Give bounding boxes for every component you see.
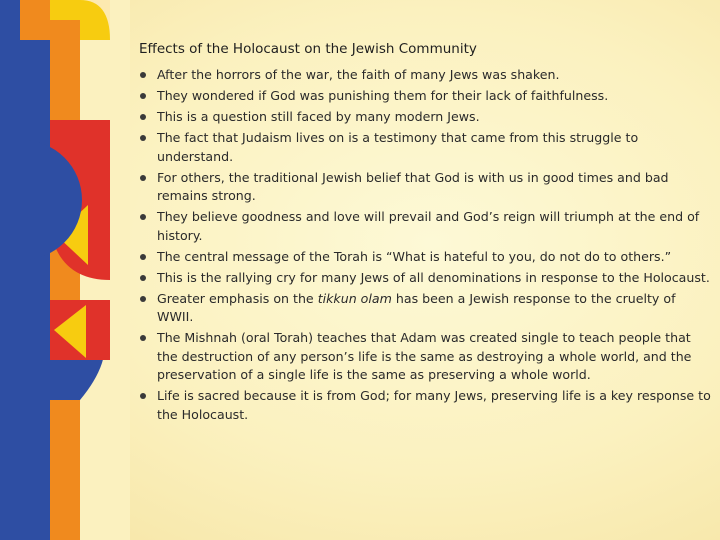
bullet-item (139, 66, 714, 85)
bullet-text: The central message of the Torah is “What is hateful to you, do not do to others.” (157, 248, 672, 264)
bullet-icon (140, 254, 146, 260)
bullet-icon (140, 135, 146, 141)
bullet-item (139, 248, 714, 267)
bullet-icon (140, 296, 146, 302)
bullet-item (139, 290, 714, 327)
bullet-list (139, 66, 714, 425)
bullet-icon (140, 393, 146, 399)
bullet-item (139, 108, 714, 127)
bullet-icon (140, 114, 146, 120)
bullet-text: This is a question still faced by many modern Jews. (157, 108, 480, 124)
bullet-text: The fact that Judaism lives on is a testimony that came from this struggle to understand. (157, 129, 639, 164)
bullet-icon (140, 175, 146, 181)
bullet-item (139, 329, 714, 385)
bullet-icon (140, 214, 146, 220)
slide-title: Effects of the Holocaust on the Jewish Community (139, 41, 477, 57)
bullet-text: They wondered if God was punishing them for their lack of faithfulness. (157, 87, 609, 103)
slide-content (139, 40, 714, 427)
bullet-item (139, 169, 714, 206)
bullet-item (139, 87, 714, 106)
bullet-item (139, 208, 714, 245)
decorative-left-banner (0, 0, 130, 540)
bullet-text: After the horrors of the war, the faith of many Jews was shaken. (157, 67, 560, 82)
bullet-item (139, 387, 714, 424)
bullet-icon (140, 275, 146, 281)
bullet-item (139, 269, 714, 288)
bullet-icon (140, 335, 146, 341)
bullet-text-italic: tikkun olam (317, 290, 392, 306)
bullet-icon (140, 72, 146, 78)
bullet-text-before: Greater emphasis on the (157, 290, 318, 306)
bullet-item (139, 129, 714, 166)
bullet-icon (140, 93, 146, 99)
bullet-text: For others, the traditional Jewish belief that God is with us in good times and bad remains strong. (157, 169, 669, 204)
bullet-text: The Mishnah (oral Torah) teaches that Adam was created single to teach people that the destruction of any person’s life is the same as destroying a whole world, and the preservation of a single life is the same as preserving a whole world. (157, 330, 692, 383)
bullet-text: This is the rallying cry for many Jews of all denominations in response to the Holocaust. (157, 269, 710, 285)
bullet-text: They believe goodness and love will prevail and God’s reign will triumph at the end of history. (157, 209, 700, 243)
bullet-text-after: has been a Jewish response to the cruelty of WWII. (157, 290, 676, 325)
bullet-text: Life is sacred because it is from God; for many Jews, preserving life is a key response to the Holocaust. (157, 388, 711, 422)
